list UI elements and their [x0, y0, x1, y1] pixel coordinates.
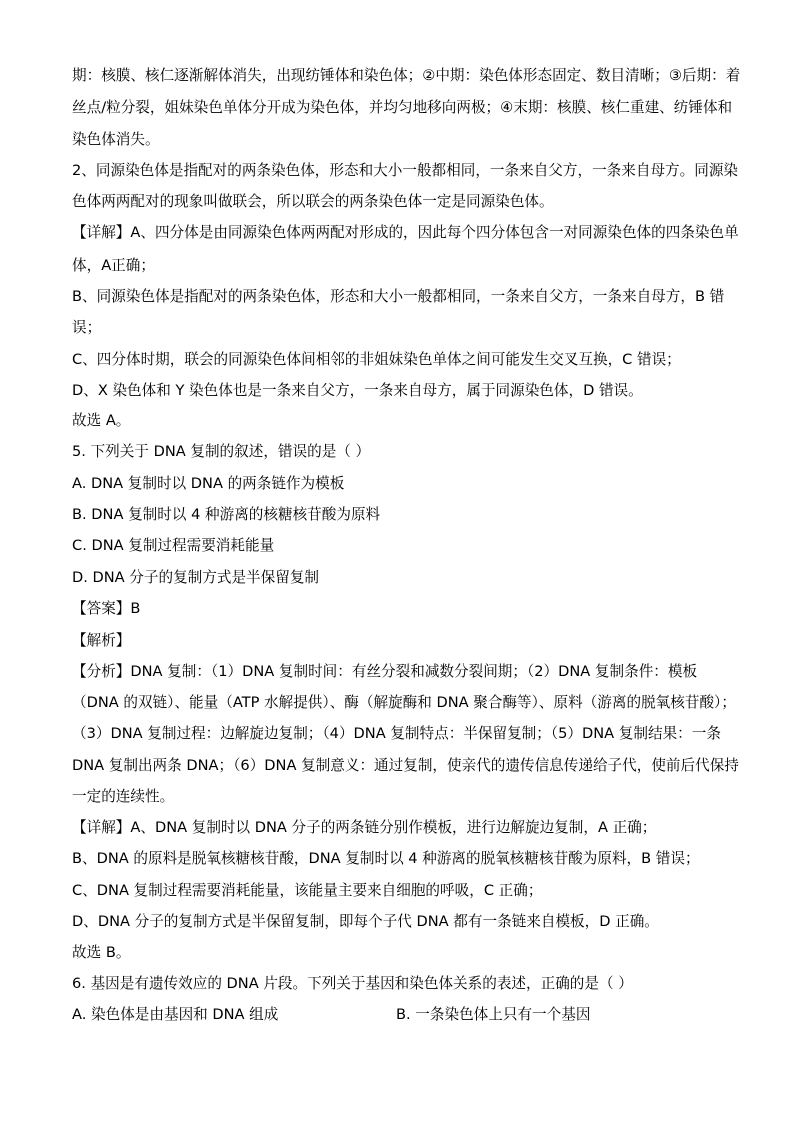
question-6-option-a: A. 染色体是由基因和 DNA 组成	[72, 1006, 279, 1023]
text-line: DNA 复制出两条 DNA；（6）DNA 复制意义：通过复制，使亲代的遗传信息传递给子代，使前后代保持	[72, 757, 739, 774]
text-line: 【详解】A、四分体是由同源染色体两两配对形成的，因此每个四分体包含一对同源染色体的四条染色单	[72, 224, 739, 241]
analysis-label: 【解析】	[72, 632, 131, 649]
text-line: D、DNA 分子的复制方式是半保留复制，即每个子代 DNA 都有一条链来自模板，D 正确。	[72, 913, 659, 930]
question-5-option-c: C. DNA 复制过程需要消耗能量	[72, 537, 275, 554]
question-6-option-b: B. 一条染色体上只有一个基因	[396, 1006, 591, 1023]
text-line: 体，A正确；	[72, 257, 155, 274]
text-line: D、X 染色体和 Y 染色体也是一条来自父方，一条来自母方，属于同源染色体，D 错误。	[72, 382, 643, 399]
text-line: 【详解】A、DNA 复制时以 DNA 分子的两条链分别作模板，进行边解旋边复制，A 正确；	[72, 819, 657, 836]
text-line: 故选 B。	[72, 944, 131, 961]
question-5-option-b: B. DNA 复制时以 4 种游离的核糖核苷酸为原料	[72, 506, 381, 523]
question-6-options-row	[72, 1005, 732, 1025]
text-line: B、同源染色体是指配对的两条染色体，形态和大小一般都相同，一条来自父方，一条来自母方，B 错	[72, 288, 725, 305]
text-line: 故选 A。	[72, 412, 131, 429]
text-line: 染色体消失。	[72, 131, 160, 148]
answer-label: 【答案】B	[72, 600, 141, 617]
text-line: 【分析】DNA 复制：（1）DNA 复制时间：有丝分裂和减数分裂间期；（2）DNA 复制条件：模板	[72, 663, 698, 680]
text-line: 色体两两配对的现象叫做联会，所以联会的两条染色体一定是同源染色体。	[72, 193, 554, 210]
text-line: 期：核膜、核仁逐渐解体消失，出现纺锤体和染色体；②中期：染色体形态固定、数目清晰；③后期：着	[72, 67, 741, 84]
text-line: 2、同源染色体是指配对的两条染色体，形态和大小一般都相同，一条来自父方，一条来自母方。同源染	[72, 162, 739, 179]
text-line: 一定的连续性。	[72, 788, 175, 805]
text-line: B、DNA 的原料是脱氧核糖核苷酸，DNA 复制时以 4 种游离的脱氧核糖核苷酸为原料，B 错误；	[72, 850, 700, 867]
text-line: （DNA 的双链）、能量（ATP 水解提供）、酶（解旋酶和 DNA 聚合酶等）、原料（游离的脱氧核苷酸）；	[72, 694, 736, 711]
text-line: C、DNA 复制过程需要消耗能量，该能量主要来自细胞的呼吸，C 正确；	[72, 882, 543, 899]
text-line: （3）DNA 复制过程：边解旋边复制；（4）DNA 复制特点：半保留复制；（5）DNA 复制结果：一条	[72, 725, 721, 742]
text-line: 误；	[72, 319, 102, 336]
text-line: C、四分体时期，联会的同源染色体间相邻的非姐妹染色单体之间可能发生交叉互换，C 错误；	[72, 351, 681, 368]
question-5-stem: 5. 下列关于 DNA 复制的叙述，错误的是（ ）	[72, 443, 371, 460]
question-5-option-a: A. DNA 复制时以 DNA 的两条链作为模板	[72, 475, 345, 492]
question-5-option-d: D. DNA 分子的复制方式是半保留复制	[72, 569, 320, 586]
text-line: 丝点/粒分裂，姐妹染色单体分开成为染色体，并均匀地移向两极；④末期：核膜、核仁重建、纺锤体和	[72, 99, 733, 116]
question-6-stem: 6. 基因是有遗传效应的 DNA 片段。下列关于基因和染色体关系的表述，正确的是（ ）	[72, 975, 633, 992]
